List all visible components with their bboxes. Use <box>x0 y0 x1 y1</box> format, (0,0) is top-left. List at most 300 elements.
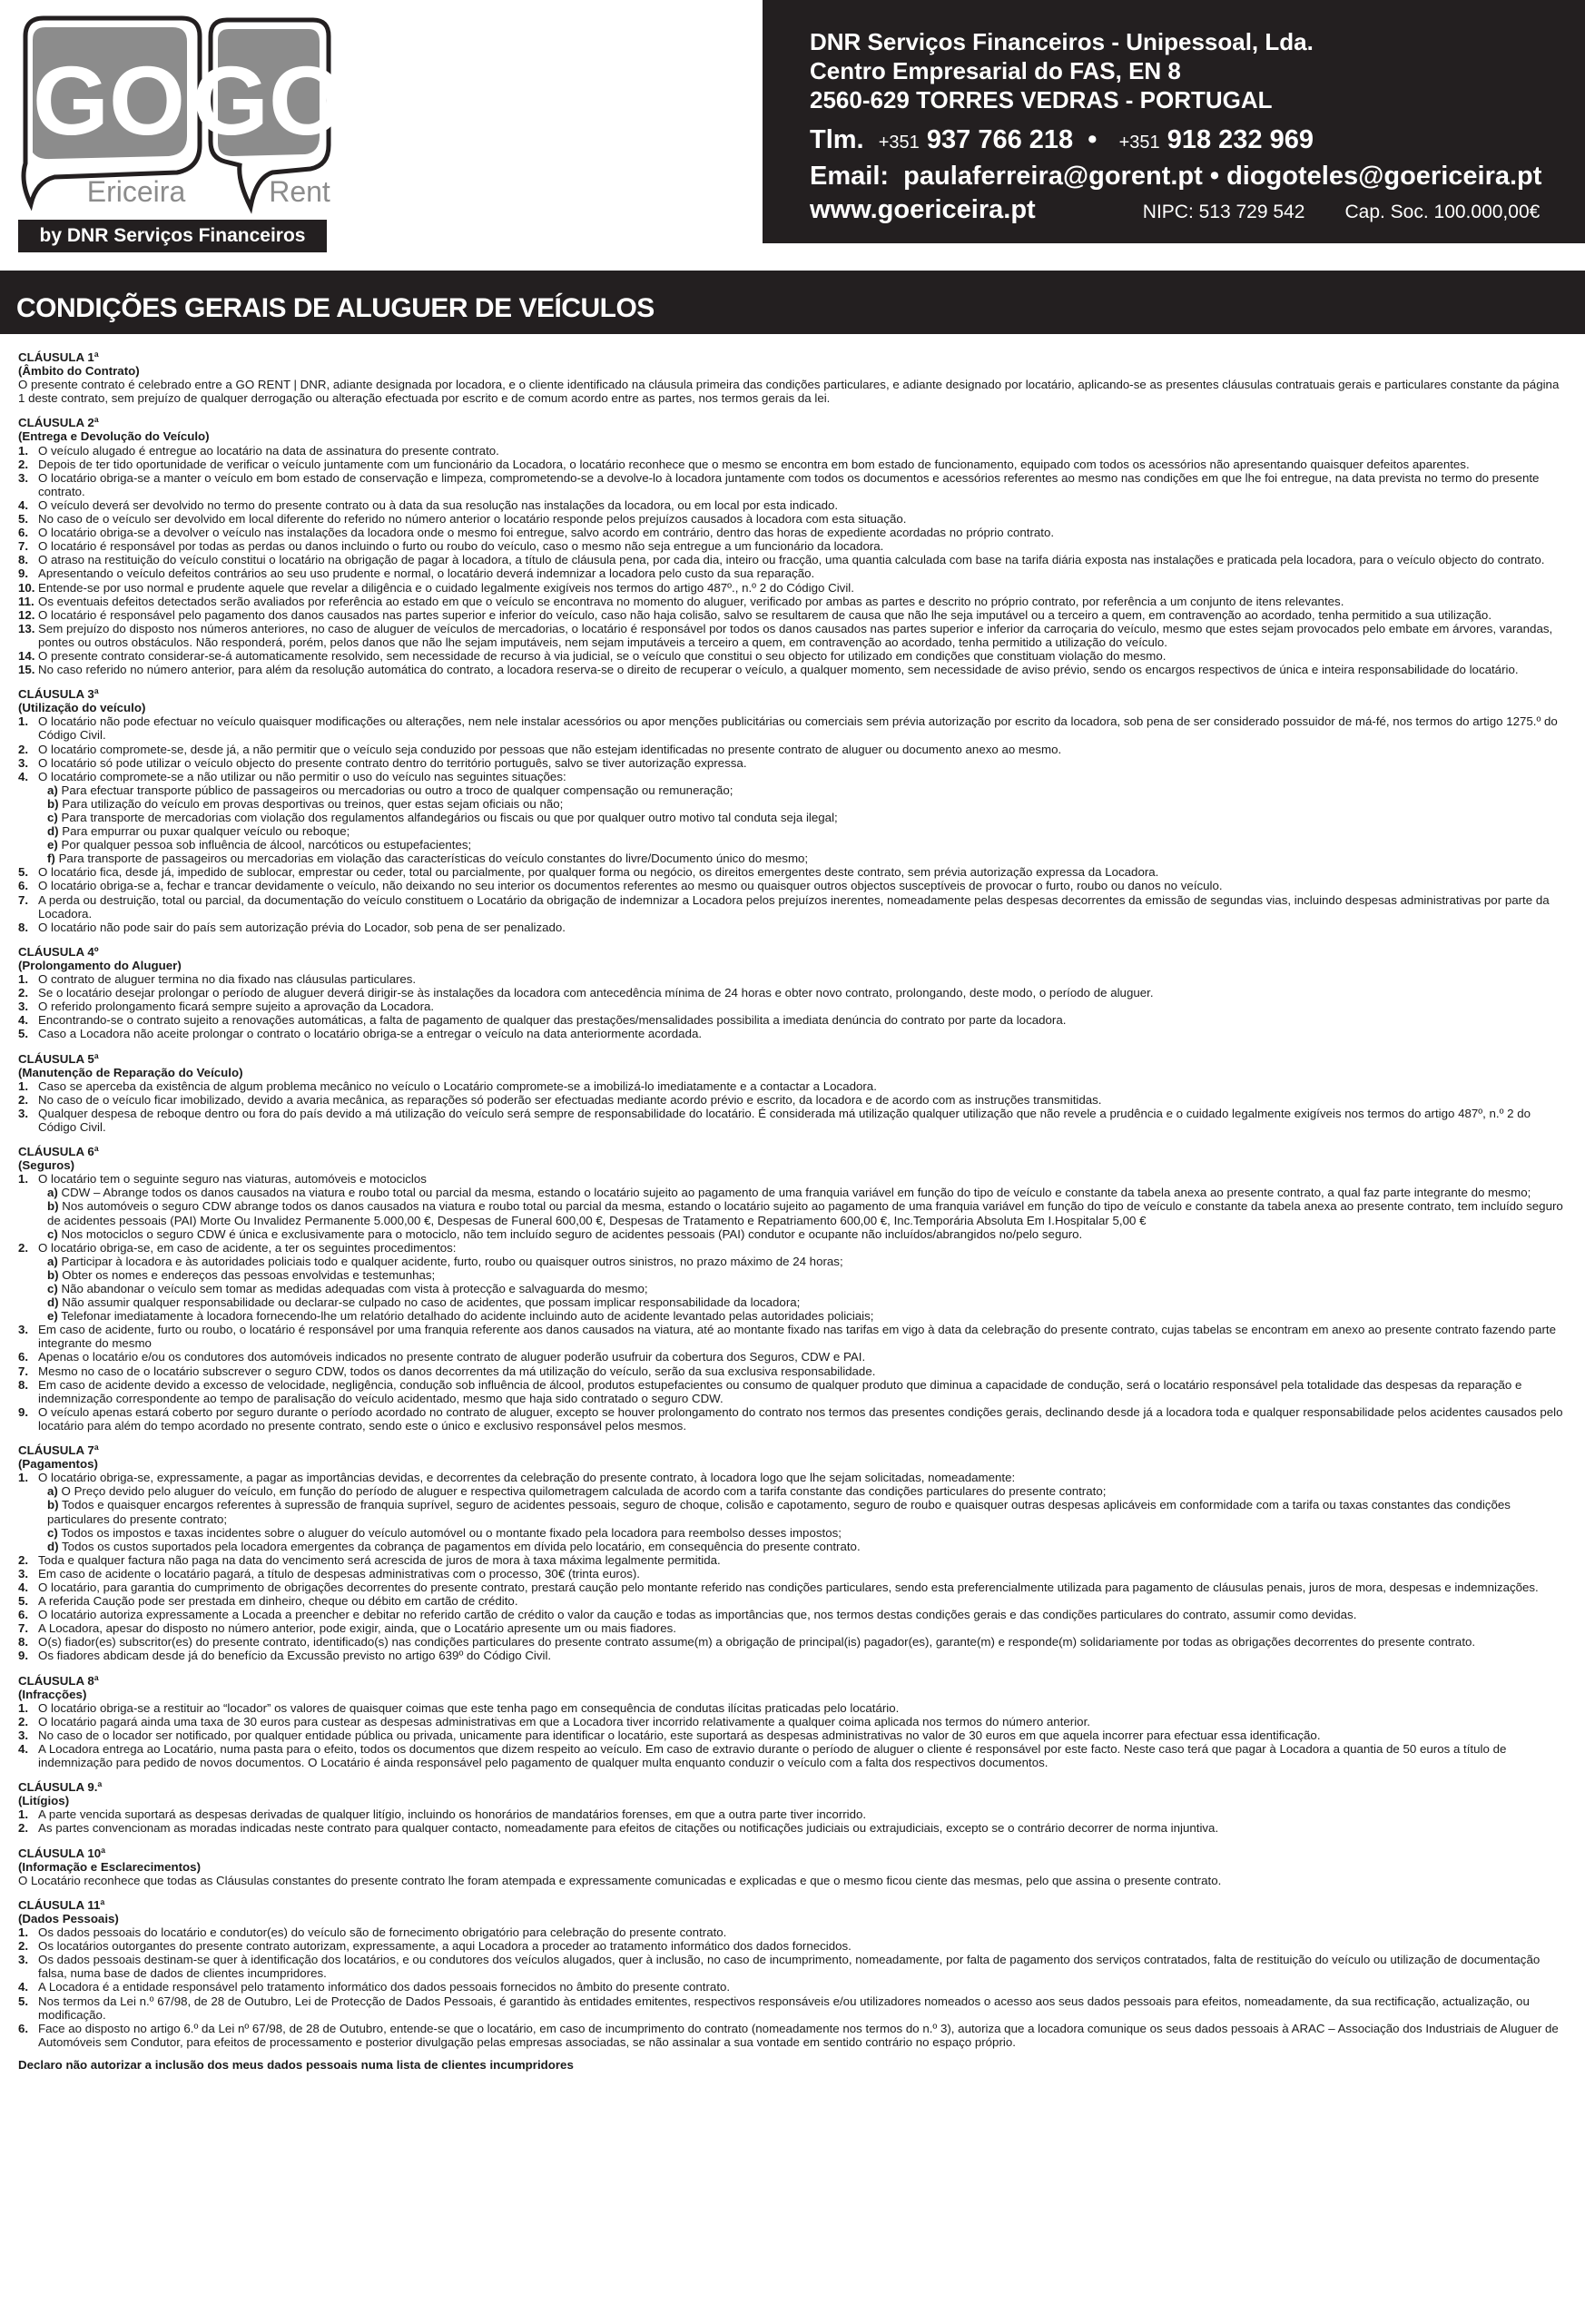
clause-title: CLÁUSULA 4º <box>18 944 99 959</box>
item-text: A Locadora entrega ao Locatário, numa pasta para o efeito, todos os documentos que dizem respeito ao veículo. Em caso de extravio durante o período de aluguer o cliente é responsável por este facto. Neste caso terá que pagar à Locadora a quantia de 50 euros a título de indemnização para pedido de novos documentos. O Locatário é ainda responsável pelo pagamento de qualquer multa enquanto conduzir o veículo com a falta dos respectivos documentos. <box>38 1742 1507 1770</box>
svg-text:Rent: Rent <box>269 175 330 208</box>
website-line <box>810 193 1585 229</box>
clause-item <box>18 498 1569 512</box>
clause-subtitle: (Pagamentos) <box>18 1457 98 1472</box>
sub-item-text: Nos motociclos o seguro CDW é única e exclusivamente para o motociclo, não tem incluído seguro de acidentes pessoais (PAI) condutor e ocupante não incluídos/abrangidos no/pelo seguro. <box>61 1226 1083 1241</box>
clause-item <box>18 663 1569 676</box>
item-text: A referida Caução pode ser prestada em dinheiro, cheque ou débito em cartão de crédito. <box>38 1594 518 1609</box>
item-body <box>38 622 1569 649</box>
item-text: No caso de o locador ser notificado, por qualquer entidade pública ou privada, unicamente para identificar o locatário, este suportará as despesas administrativas no valor de 30 euros em que aquela incorrer para efectuar essa identificação. <box>38 1728 1321 1742</box>
item-body <box>38 1807 1569 1821</box>
item-text: O locatário só pode utilizar o veículo objecto do presente contrato dentro do território português, salvo se tiver autorização expressa. <box>38 755 747 770</box>
sub-item-text: Não abandonar o veículo sem tomar as medidas adequadas com vista à protecção e salvaguarda do mesmo; <box>61 1282 648 1295</box>
item-number: 2. <box>18 1240 29 1255</box>
clause-section <box>18 1674 1569 1770</box>
clause-item <box>18 1405 1569 1433</box>
item-text: No caso referido no número anterior, para além da resolução automática do contrato, a locadora reserva-se o direito de recuperar o veículo, a qualquer momento, sem necessidade de aviso prévio, sendo os encargos respectivos de única e inteira responsabilidade do locatário. <box>38 663 1519 677</box>
item-body <box>38 1471 1569 1484</box>
item-number: 6. <box>18 526 29 540</box>
sub-item-text: Nos automóveis o seguro CDW abrange todos os danos causados na viatura e roubo total ou parcial da mesma, estando o locatário sujeito ao pagamento de uma franquia variável em função do tipo de veículo e constante da tabela anexa ao presente contrato, tem incluído seguro de acidentes pessoais (PAI) Morte Ou Invalidez Permanente 5.000,00 €, Despesas de Funeral 600,00 €, Despesas de Tratamento e Repatriamento 600,00 €, Inc.Temporária Absoluta Em I.Hospitalar 5,00 € <box>47 1199 1563 1227</box>
sub-item-text: Obter os nomes e endereços das pessoas envolvidas e testemunhas; <box>62 1267 436 1282</box>
sub-item-letter: b) <box>47 1498 59 1512</box>
item-body <box>38 986 1569 1000</box>
item-text: O veículo apenas estará coberto por seguro durante o período acordado no contrato de aluguer, excepto se houver prolongamento do contrato nos termos das presentes condições gerais, declinando desde já a locadora toda e qualquer responsabilidade pelos acidentes causados pelo locatário para além do tempo acordado no presente contrato, sendo este o único e exclusivo responsável pelos mesmos. <box>38 1404 1563 1433</box>
sub-item-text: Para efectuar transporte público de passageiros ou mercadorias ou outro a troco de qualquer compensação ou remuneração; <box>61 783 733 797</box>
sub-item-text: Participar à locadora e às autoridades policiais todo e qualquer acidente, furto, roubo ou quaisquer outros sinistros, no prazo máximo de 24 horas; <box>61 1254 843 1268</box>
company-name: DNR Serviços Financeiros - Unipessoal, Lda. <box>810 28 1314 55</box>
item-text: Em caso de acidente o locatário pagará, a título de despesas administrativas com o processo, 30€ (trinta euros). <box>38 1566 640 1581</box>
item-number: 3. <box>18 755 29 770</box>
clause-item <box>18 622 1569 649</box>
clause-item <box>18 1953 1569 1980</box>
item-number: 4. <box>18 1980 29 1994</box>
item-body <box>38 1994 1569 2022</box>
item-number: 5. <box>18 1594 29 1609</box>
item-text: Os locatários outorgantes do presente contrato autorizam, expressamente, a aqui Locadora a proceder ao tratamento informático dos dados fornecidos. <box>38 1939 852 1954</box>
byline: by DNR Serviços Financeiros <box>18 220 327 252</box>
item-text: Mesmo no caso de o locatário subscrever o seguro CDW, todos os danos decorrentes da má utilização do veículo, serão da sua exclusiva responsabilidade. <box>38 1364 876 1378</box>
sub-item-letter: b) <box>47 1199 59 1214</box>
item-number: 2. <box>18 1821 29 1836</box>
sub-item <box>18 811 1569 824</box>
clause-item <box>18 649 1569 663</box>
logo-area <box>0 0 336 263</box>
clause-title: CLÁUSULA 5ª <box>18 1051 99 1066</box>
clause-subtitle: (Informação e Esclarecimentos) <box>18 1859 202 1874</box>
email-2[interactable]: diogoteles@goericeira.pt <box>1226 162 1542 191</box>
item-body <box>38 1323 1569 1350</box>
clause-item <box>18 714 1569 742</box>
item-text: No caso de o veículo ficar imobilizado, devido a avaria mecânica, as reparações só poderão ser efectuadas mediante acordo prévio e escrito, da locadora e de acordo com as instruções transmitidas. <box>38 1092 1102 1107</box>
share-capital: Cap. Soc. 100.000,00€ <box>1344 202 1541 222</box>
phone-prefix-2: +351 <box>1118 133 1160 153</box>
clause-section <box>18 416 1569 676</box>
item-body <box>38 1000 1569 1013</box>
item-body <box>38 1013 1569 1027</box>
item-body <box>38 1594 1569 1608</box>
item-number: 2. <box>18 986 29 1000</box>
svg-text:Ericeira: Ericeira <box>86 175 186 208</box>
item-text: O locatário fica, desde já, impedido de sublocar, emprestar ou ceder, total ou parcialmente, por qualquer forma ou negócio, os direitos emergentes deste contrato, sem prévia autorização expressa da Locadora. <box>38 865 1159 880</box>
item-number: 3. <box>18 1106 29 1120</box>
item-body <box>38 972 1569 986</box>
item-body <box>38 1364 1569 1378</box>
sub-item <box>18 1540 1569 1553</box>
clause-item <box>18 1079 1569 1093</box>
clause-title: CLÁUSULA 7ª <box>18 1443 99 1458</box>
clause-title: CLÁUSULA 9.ª <box>18 1780 103 1795</box>
item-body <box>38 539 1569 553</box>
item-text: O locatário, para garantia do cumprimento de obrigações decorrentes do presente contrato, prestará caução pelo montante referido nas condições particulares, sendo esta preferencialmente utilizada para pagamento de cláusulas penais, juros de mora, despesas e indemnizações. <box>38 1580 1539 1594</box>
item-number: 3. <box>18 1000 29 1014</box>
sub-item <box>18 1526 1569 1540</box>
item-body <box>38 1953 1569 1980</box>
item-number: 8. <box>18 920 29 934</box>
clause-subtitle: (Prolongamento do Aluguer) <box>18 958 182 972</box>
item-text: O veículo deverá ser devolvido no termo do presente contrato ou à data da sua resolução nas instalações da locadora, ou em local por esta indicado. <box>38 497 839 512</box>
clause-item <box>18 1649 1569 1662</box>
clause-title: CLÁUSULA 2ª <box>18 416 99 430</box>
phone-prefix-1: +351 <box>878 133 920 153</box>
item-number: 2. <box>18 1552 29 1567</box>
sub-item <box>18 783 1569 797</box>
clause-item <box>18 921 1569 934</box>
item-text: Caso se aperceba da existência de algum problema mecânico no veículo o Locatário compromete-se a imobilizá-lo imediatamente e a contactar a Locadora. <box>38 1078 877 1093</box>
item-number: 1. <box>18 1471 29 1485</box>
sub-item-letter: c) <box>47 1282 58 1295</box>
sub-item <box>18 1484 1569 1498</box>
item-number: 4. <box>18 1580 29 1594</box>
sub-item-text: Todos os custos suportados pela locadora emergentes da cobrança de pagamentos em dívida pelo locatário, em consequência do presente contrato. <box>62 1539 861 1553</box>
item-text: O locatário obriga-se, expressamente, a pagar as importâncias devidas, e decorrentes da celebração do presente contrato, à locadora logo que lhe sejam solicitadas, nomeadamente: <box>38 1471 1016 1485</box>
item-text: Os dados pessoais destinam-se quer à identificação dos locatários, e ou condutores dos veículos alugados, quer à inclusão, no caso de incumprimento, nomeadamente, por falta de pagamento dos serviços contratados, falta de restituição do veículo ou utilização de documentação falsa, numa base de dados de clientes incumpridores. <box>38 1953 1541 1981</box>
clause-item <box>18 1553 1569 1567</box>
item-text: O referido prolongamento ficará sempre sujeito a aprovação da Locadora. <box>38 1000 435 1014</box>
item-text: O(s) fiador(es) subscritor(es) do presente contrato, identificado(s) nas condições particulares do presente contrato assume(m) a obrigação de principal(is) pagador(es), garante(m) e responde(m) solidariamente por todas as obrigações decorrentes do presente contrato. <box>38 1635 1476 1649</box>
go-ericeira-logo <box>24 18 200 208</box>
item-body <box>38 2022 1569 2049</box>
item-body <box>38 1728 1569 1742</box>
clause-subtitle: (Seguros) <box>18 1158 75 1173</box>
sub-item-letter: b) <box>47 796 59 811</box>
item-body <box>38 458 1569 471</box>
document-title: CONDIÇÕES GERAIS DE ALUGUER DE VEÍCULOS <box>0 271 1585 334</box>
clause-item <box>18 1107 1569 1134</box>
item-text: Em caso de acidente devido a excesso de velocidade, negligência, condução sob influência de álcool, produtos estupefacientes ou consumo de qualquer produto que diminua a capacidade de condução, será o locatário responsável pela totalidade das despesas da reparação e indemnização correspondente ao tempo de paralisação do veículo acidentado, mesmo que haja sido contratado o seguro CDW. <box>38 1377 1522 1405</box>
item-text: No caso de o veículo ser devolvido em local diferente do referido no número anterior o locatário responde pelos prejuízos causados à locadora com esta situação. <box>38 512 907 527</box>
item-text: O locatário obriga-se a, fechar e trancar devidamente o veículo, não deixando no seu interior os documentos referentes ao mesmo ou quaisquer outros objectos susceptíveis de provocar o furto, roubo ou danos no veículo. <box>38 879 1223 893</box>
item-number: 9. <box>18 566 29 581</box>
phone-line: Tlm. +351 937 766 218 • +351 918 232 969 <box>810 125 1314 154</box>
item-body <box>38 581 1569 595</box>
phone-1[interactable]: 937 766 218 <box>926 125 1074 154</box>
item-body <box>38 1172 1569 1186</box>
clause-item <box>18 2022 1569 2049</box>
item-body <box>38 1621 1569 1635</box>
item-text: Encontrando-se o contrato sujeito a renovações automáticas, a falta de pagamento de qualquer das prestações/mensalidades possibilita a imediata denúncia do contrato por parte da locadora. <box>38 1013 1067 1028</box>
sub-item-letter: e) <box>47 838 58 852</box>
sub-item <box>18 1498 1569 1525</box>
clause-item <box>18 1093 1569 1107</box>
clause-item <box>18 756 1569 770</box>
clause-item <box>18 1364 1569 1378</box>
clause-item <box>18 1821 1569 1835</box>
sub-item-text: Todos os impostos e taxas incidentes sobre o aluguer do veículo automóvel ou o montante fixado pela locadora para reembolso desses impostos; <box>61 1525 842 1540</box>
item-text: A parte vencida suportará as despesas derivadas de qualquer litígio, incluindo os honorários de mandatários forenses, em que a outra parte tiver incorrido. <box>38 1807 867 1822</box>
item-text: Apresentando o veículo defeitos contrários ao seu uso prudente e normal, o locatário deverá indemnizar a locadora pelo custo da sua reparação. <box>38 566 815 581</box>
item-text: Os fiadores abdicam desde já do benefício da Excussão previsto no artigo 639º do Código Civil. <box>38 1649 552 1663</box>
declaration: Declaro não autorizar a inclusão dos meus dados pessoais numa lista de clientes incumpridores <box>18 2057 574 2072</box>
item-number: 12. <box>18 607 35 622</box>
item-number: 6. <box>18 2021 29 2035</box>
item-body <box>38 498 1569 512</box>
company-address-line2: 2560-629 TORRES VEDRAS - PORTUGAL <box>810 86 1273 113</box>
item-number: 2. <box>18 457 29 471</box>
clause-item <box>18 1980 1569 1994</box>
item-text: O locatário obriga-se a devolver o veículo nas instalações da locadora onde o mesmo foi entregue, salvo acordo em contrário, dentro das horas de expediente acordadas no próprio contrato. <box>38 526 1055 540</box>
item-number: 3. <box>18 1323 29 1337</box>
item-text: Depois de ter tido oportunidade de verificar o veículo juntamente com um funcionário da Locadora, o locatário reconhece que o mesmo se encontra em bom estado de funcionamento, equipado com todos os acessórios não apresentando quaisquer defeitos aparentes. <box>38 457 1470 471</box>
item-text: O contrato de aluguer termina no dia fixado nas cláusulas particulares. <box>38 972 417 987</box>
item-body <box>38 553 1569 566</box>
item-body <box>38 1093 1569 1107</box>
clause-item <box>18 1621 1569 1635</box>
sub-item <box>18 797 1569 811</box>
item-text: Nos termos da Lei n.º 67/98, de 28 de Outubro, Lei de Protecção de Dados Pessoais, é garantido às entidades emitentes, respectivos responsáveis e/ou utilizadores nomeados o acesso aos seus dados pessoais para efeitos, nomeadamente, da sua rectificação, actualização, ou modificação. <box>38 1994 1530 2022</box>
item-text: O locatário não pode sair do país sem autorização prévia do Locador, sob pena de ser penalizado. <box>38 920 566 934</box>
clause-item <box>18 1994 1569 2022</box>
sub-item-letter: c) <box>47 811 58 824</box>
item-number: 6. <box>18 879 29 893</box>
clause-item <box>18 1635 1569 1649</box>
clause-item <box>18 770 1569 783</box>
sub-item <box>18 1186 1569 1199</box>
svg-text:GO: GO <box>32 45 186 155</box>
item-body <box>38 1821 1569 1835</box>
sub-item-text: Para empurrar ou puxar qualquer veículo ou reboque; <box>62 824 350 839</box>
clause-item <box>18 743 1569 756</box>
item-body <box>38 595 1569 608</box>
item-body <box>38 1405 1569 1433</box>
item-text: Sem prejuízo do disposto nos números anteriores, no caso de aluguer de veículos de mercadorias, o locatário é responsável por todos os danos causados nas partes superior e inferior da carroçaria do veículo, mesmo que estes sejam provocados pelo embate em árvores, varandas, pontes ou outros obstáculos. Não responderá, porém, pelos danos que não lhe sejam imputáveis, nem sejam imputáveis a terceiro a quem, em contravenção ao acordado, tenha permitido a utilização do veículo. <box>38 621 1553 649</box>
clause-item <box>18 972 1569 986</box>
tel-label: Tlm. <box>810 125 864 154</box>
clause-item <box>18 1241 1569 1255</box>
item-text: Em caso de acidente, furto ou roubo, o locatário é responsável por uma franquia referente aos danos causados na viatura, até ao montante fixado nas tarifas em vigo à data da celebração do presente contrato, cujas tabelas se encontram em anexo ao presente contrato fazendo parte integrante do mesmo <box>38 1323 1557 1351</box>
clause-item <box>18 539 1569 553</box>
item-body <box>38 865 1569 879</box>
item-number: 4. <box>18 769 29 783</box>
clause-title: CLÁUSULA 3ª <box>18 687 99 702</box>
item-number: 5. <box>18 512 29 527</box>
clause-section <box>18 1443 1569 1663</box>
item-text: Face ao disposto no artigo 6.º da Lei nº 67/98, de 28 de Outubro, entende-se que o locatário, em caso de incumprimento do contrato (nomeadamente nos termos do n.º 3), autoriza que a locadora comunique os seus dados pessoais à ARAC – Associação dos Industriais de Aluguer de Automóveis sem Condutor, para efeitos de processamento e posterior divulgação pelas empresas associadas, se não assinalar a sua vontade em sentido contrário no espaço próprio. <box>38 2021 1559 2049</box>
item-text: O locatário autoriza expressamente a Locada a preencher e debitar no referido cartão de crédito o valor da caução e todas as importâncias que, nos termos destas condições gerais e das condições particulares do contrato, assumir como devidas. <box>38 1608 1357 1622</box>
sub-item-text: Para transporte de mercadorias com violação dos regulamentos alfandegários ou fiscais ou que por qualquer outro motivo tal conduta seja ilegal; <box>61 811 838 824</box>
item-text: O veículo alugado é entregue ao locatário na data de assinatura do presente contrato. <box>38 443 499 458</box>
clause-item <box>18 1013 1569 1027</box>
item-text: A perda ou destruição, total ou parcial, da documentação do veículo constituem o Locatário da obrigação de indemnizar a Locadora pelos prejuízos inerentes, nomeadamente pelas despesas decorrentes da emissão de segundas vias, incluindo despesas administrativas por parte da Locadora. <box>38 892 1550 921</box>
item-body <box>38 1553 1569 1567</box>
clause-item <box>18 1471 1569 1484</box>
item-body <box>38 879 1569 892</box>
item-number: 8. <box>18 1377 29 1392</box>
item-number: 7. <box>18 1364 29 1378</box>
item-number: 7. <box>18 1621 29 1636</box>
item-body <box>38 1649 1569 1662</box>
item-number: 7. <box>18 892 29 907</box>
clause-subtitle: (Manutenção de Reparação do Veículo) <box>18 1065 243 1079</box>
sub-item-letter: a) <box>47 1254 58 1268</box>
item-number: 5. <box>18 865 29 880</box>
item-number: 6. <box>18 1350 29 1364</box>
sub-item-text: Para transporte de passageiros ou mercadorias em violação das características do veículo constantes do livre/Documento único do mesmo; <box>58 852 809 866</box>
item-number: 2. <box>18 1714 29 1728</box>
sub-item <box>18 838 1569 852</box>
clause-section <box>18 350 1569 405</box>
item-body <box>38 1079 1569 1093</box>
item-text: O locatário é responsável por todas as perdas ou danos incluindo o furto ou roubo do veículo, caso o mesmo não seja entregue a um funcionário da locadora. <box>38 539 884 554</box>
clause-subtitle: (Infracções) <box>18 1687 87 1701</box>
nipc: NIPC: 513 729 542 <box>1142 202 1305 222</box>
clause-item <box>18 1567 1569 1581</box>
clause-subtitle: (Âmbito do Contrato) <box>18 364 140 379</box>
sub-item-letter: c) <box>47 1226 58 1241</box>
item-body <box>38 1241 1569 1255</box>
item-text: O atraso na restituição do veículo constitui o locatário na obrigação de pagar à locadora, a título de cláusula pena, por cada dia, inteiro ou fracção, uma quantia calculada com base na tarifa diária exposta nas instalações e praticada pela locadora, para o veículo objecto do contrato. <box>38 553 1545 567</box>
item-text: Qualquer despesa de reboque dentro ou fora do país devido a má utilização do veículo será sempre de responsabilidade do locatário. É considerada má utilização qualquer utilização que não revele a prudência e o cuidado legalmente exigíveis nos termos do artigo 487º, n.º 2 do Código Civil. <box>38 1106 1531 1134</box>
clause-item <box>18 581 1569 595</box>
item-number: 1. <box>18 1078 29 1093</box>
item-body <box>38 512 1569 526</box>
item-body <box>38 1715 1569 1728</box>
clause-item <box>18 1350 1569 1364</box>
item-number: 9. <box>18 1404 29 1419</box>
phone-2[interactable]: 918 232 969 <box>1167 125 1314 154</box>
clause-item <box>18 1000 1569 1013</box>
item-number: 1. <box>18 1807 29 1822</box>
clause-title: CLÁUSULA 6ª <box>18 1145 99 1159</box>
item-text: A Locadora, apesar do disposto no número anterior, pode exigir, ainda, que o Locatário apresente um ou mais fiadores. <box>38 1621 676 1636</box>
sub-item-letter: b) <box>47 1267 59 1282</box>
item-number: 2. <box>18 742 29 756</box>
item-body <box>38 1581 1569 1594</box>
clause-title: CLÁUSULA 11ª <box>18 1897 105 1912</box>
sub-item-text: Telefonar imediatamente à locadora fornecendo-lhe um relatório detalhado do acidente incluindo auto de acidente levantado pelas autoridades policiais; <box>61 1309 874 1324</box>
item-text: Apenas o locatário e/ou os condutores dos automóveis indicados no presente contrato de aluguer poderão usufruir da cobertura dos Seguros, CDW e PAI. <box>38 1350 866 1364</box>
item-text: As partes convencionam as moradas indicadas neste contrato para qualquer contacto, nomeadamente para efeitos de citações ou notificações judiciais ou extrajudiciais, excepto se o contrário decorrer de norma injuntiva. <box>38 1821 1219 1836</box>
item-text: O locatário obriga-se, em caso de acidente, a ter os seguintes procedimentos: <box>38 1240 457 1255</box>
item-body <box>38 526 1569 539</box>
item-body <box>38 471 1569 498</box>
clause-section <box>18 1145 1569 1433</box>
item-body <box>38 1701 1569 1715</box>
item-text: O presente contrato considerar-se-á automaticamente resolvido, sem necessidade de recurso à via judicial, se o veículo que constitui o seu objecto for utilizado em condições que constituam violação do mesmo. <box>38 648 1167 663</box>
sub-item-text: Todos e quaisquer encargos referentes à supressão de franquia suprível, seguro de acidentes pessoais, seguro de choque, colisão e capotamento, seguro de roubo e quaisquer outras despesas aplicáveis em conformidade com a tarifa ou taxas constantes das condições particulares do presente contrato; <box>47 1498 1511 1526</box>
clause-item <box>18 595 1569 608</box>
item-number: 3. <box>18 1953 29 1967</box>
sub-item-letter: a) <box>47 783 58 797</box>
item-number: 8. <box>18 1635 29 1649</box>
clause-item <box>18 471 1569 498</box>
item-text: O locatário obriga-se a restituir ao “locador” os valores de quaisquer coimas que este tenha pago em consequência de condutas ilícitas praticadas pelo locatário. <box>38 1700 900 1715</box>
clause-item <box>18 1323 1569 1350</box>
clause-section <box>18 1846 1569 1887</box>
email-label: Email: <box>810 162 890 191</box>
company-address-line1: Centro Empresarial do FAS, EN 8 <box>810 57 1181 84</box>
sub-item <box>18 1309 1569 1323</box>
company-info-panel <box>763 0 1585 243</box>
item-text: Os eventuais defeitos detectados serão avaliados por referência ao estado em que o veículo se encontrava no momento do aluguer, verificado por ambas as partes e descrito no próprio contrato, por referência a um conjunto de itens relevantes. <box>38 594 1344 608</box>
item-body <box>38 1635 1569 1649</box>
item-body <box>38 1742 1569 1769</box>
clause-item <box>18 444 1569 458</box>
item-text: O locatário não pode efectuar no veículo quaisquer modificações ou alterações, nem nele instalar acessórios ou apor menções publicitárias ou comerciais sem prévia autorização por escrito da locadora, sob pena de ser considerado possuidor de má-fé, nos termos do artigo 1275.º do Código Civil. <box>38 714 1558 743</box>
item-text: Os dados pessoais do locatário e condutor(es) do veículo são de fornecimento obrigatório para celebração do presente contrato. <box>38 1925 727 1940</box>
item-body <box>38 714 1569 742</box>
item-number: 1. <box>18 443 29 458</box>
clause-item <box>18 1581 1569 1594</box>
go-rent-logo <box>192 20 336 208</box>
sub-item-letter: d) <box>47 1295 59 1310</box>
item-number: 11. <box>18 594 34 608</box>
item-number: 5. <box>18 1994 29 2008</box>
item-body <box>38 770 1569 783</box>
item-text: Toda e qualquer factura não paga na data do vencimento será acrescida de juros de mora à taxa máxima legalmente permitida. <box>38 1552 721 1567</box>
item-number: 8. <box>18 553 29 567</box>
clause-subtitle: (Entrega e Devolução do Veículo) <box>18 429 210 444</box>
item-body <box>38 649 1569 663</box>
item-number: 1. <box>18 1172 29 1187</box>
item-text: O locatário compromete-se, desde já, a não permitir que o veículo seja conduzido por pessoas que não estejam identificadas no presente contrato de aluguer ou documento anexo ao mesmo. <box>38 742 1062 756</box>
clause-item <box>18 1715 1569 1728</box>
email-1[interactable]: paulaferreira@gorent.pt <box>903 162 1203 191</box>
item-body <box>38 1925 1569 1939</box>
clause-item <box>18 1378 1569 1405</box>
item-body <box>38 1980 1569 1994</box>
item-body <box>38 1608 1569 1621</box>
clause-title: CLÁUSULA 10ª <box>18 1846 106 1860</box>
clause-item <box>18 608 1569 622</box>
clause-title: CLÁUSULA 1ª <box>18 350 99 364</box>
clause-section <box>18 687 1569 934</box>
item-body <box>38 1350 1569 1364</box>
sub-item-letter: d) <box>47 1539 59 1553</box>
clause-item <box>18 566 1569 580</box>
clause-subtitle: (Dados Pessoais) <box>18 1911 119 1925</box>
item-number: 1. <box>18 714 29 729</box>
clause-item <box>18 512 1569 526</box>
item-number: 14. <box>18 648 35 663</box>
sub-item <box>18 1282 1569 1295</box>
sub-item <box>18 1295 1569 1309</box>
clause-item <box>18 553 1569 566</box>
item-text: O locatário tem o seguinte seguro nas viaturas, automóveis e motociclos <box>38 1172 427 1187</box>
item-number: 10. <box>18 580 35 595</box>
website-link[interactable]: www.goericeira.pt <box>810 195 1036 224</box>
sub-item <box>18 1199 1569 1226</box>
clause-item <box>18 1027 1569 1040</box>
clause-item <box>18 865 1569 879</box>
item-body <box>38 756 1569 770</box>
sub-item <box>18 824 1569 838</box>
item-body <box>38 608 1569 622</box>
item-body <box>38 444 1569 458</box>
clause-section <box>18 1052 1569 1135</box>
item-text: A Locadora é a entidade responsável pelo tratamento informático dos dados pessoais fornecidos no âmbito do presente contrato. <box>38 1980 731 1994</box>
item-body <box>38 743 1569 756</box>
sub-item-letter: f) <box>47 852 55 866</box>
item-body <box>38 1939 1569 1953</box>
item-text: O locatário pagará ainda uma taxa de 30 euros para custear as despesas administrativas em que a Locadora tiver incorrido relativamente a qualquer coima aplicada nos termos do número anterior. <box>38 1714 1090 1728</box>
sub-item-text: Para utilização do veículo em provas desportivas ou treinos, quer estas sejam oficiais ou não; <box>62 796 564 811</box>
clause-item <box>18 1807 1569 1821</box>
item-number: 3. <box>18 1566 29 1581</box>
clause-item <box>18 1925 1569 1939</box>
sub-item-text: CDW – Abrange todos os danos causados na viatura e roubo total ou parcial da mesma, estando o locatário sujeito ao pagamento de uma franquia variável em função do tipo de veículo e constante da tabela anexa ao presente contrato, a qual faz parte integrante do mesmo; <box>61 1186 1531 1200</box>
clause-item <box>18 1728 1569 1742</box>
clause-item <box>18 1701 1569 1715</box>
item-number: 1. <box>18 1925 29 1940</box>
item-body <box>38 1567 1569 1581</box>
clause-item <box>18 1594 1569 1608</box>
item-number: 1. <box>18 972 29 987</box>
clause-item <box>18 1172 1569 1186</box>
item-number: 4. <box>18 1013 29 1028</box>
sub-item-text: O Preço devido pelo aluguer do veículo, em função do período de aluguer e respectiva quilometragem calculada de acordo com a tarifa constante das condições particulares do presente contrato; <box>61 1484 1107 1499</box>
clause-subtitle: (Utilização do veículo) <box>18 701 146 715</box>
item-number: 2. <box>18 1092 29 1107</box>
